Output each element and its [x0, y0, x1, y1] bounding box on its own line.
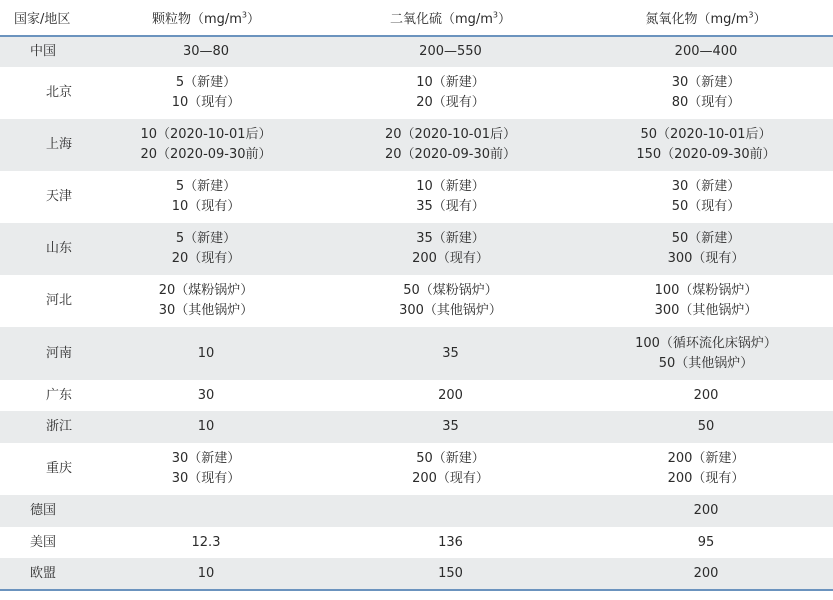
nitrogen-oxides-cell: 50（新建） 300（现有）: [579, 223, 833, 275]
particulate-cell: 20（煤粉锅炉） 30（其他锅炉）: [158, 283, 254, 318]
region-cell: 德国: [0, 495, 90, 527]
sulfur-dioxide-cell: 10（新建） 35（现有）: [416, 179, 485, 214]
table-row: [0, 67, 833, 119]
particulate-cell: 10: [90, 411, 322, 443]
sulfur-dioxide-cell: 200—550: [322, 36, 579, 67]
sulfur-dioxide-cell: 50（煤粉锅炉） 300（其他锅炉）: [399, 283, 502, 318]
sulfur-dioxide-cell: [322, 495, 579, 527]
region-cell: 山东: [0, 223, 90, 275]
table-row: [0, 380, 833, 411]
region-cell: 浙江: [0, 411, 90, 443]
header-region: 国家/地区: [0, 0, 90, 36]
header-sulfur-dioxide: 二氧化硫$(mg/m^3)$: [322, 0, 579, 36]
particulate-cell: [90, 495, 322, 527]
nitrogen-oxides-cell: 50: [579, 411, 833, 443]
nitrogen-oxides-cell: 200—400: [579, 36, 833, 67]
nitrogen-oxides-cell: 200: [693, 387, 719, 403]
particulate-cell: 5（新建） 20（现有）: [90, 223, 322, 275]
region-cell: 河南: [0, 327, 90, 380]
sulfur-dioxide-cell: 20（2020-10-01后） 20（2020-09-30前）: [322, 119, 579, 171]
nitrogen-oxides-cell: 50（2020-10-01后） 150（2020-09-30前）: [579, 119, 833, 171]
table-row: [0, 275, 833, 327]
table-row: [0, 36, 833, 67]
region-cell: 广东: [46, 387, 73, 403]
particulate-cell: 10: [90, 558, 322, 590]
table-row: [0, 171, 833, 223]
table-row: [0, 527, 833, 558]
region-cell: 美国: [30, 534, 57, 550]
region-cell: 河北: [46, 293, 73, 308]
table-row: [0, 411, 833, 443]
region-cell: 欧盟: [0, 558, 90, 590]
particulate-cell: 10: [90, 327, 322, 380]
sulfur-dioxide-cell: 50（新建） 200（现有）: [412, 451, 489, 486]
particulate-cell: 30（新建） 30（现有）: [171, 451, 241, 486]
region-cell: 重庆: [46, 461, 73, 476]
table-row: [0, 119, 833, 171]
table-row: [0, 223, 833, 275]
particulate-cell: 30: [197, 387, 215, 403]
table-row: [0, 495, 833, 527]
particulate-cell: 5（新建） 10（现有）: [171, 75, 241, 110]
sulfur-dioxide-cell: 35: [322, 411, 579, 443]
particulate-cell: 10（2020-10-01后） 20（2020-09-30前）: [90, 119, 322, 171]
region-cell: 中国: [0, 36, 90, 67]
sulfur-dioxide-cell: 200: [438, 387, 463, 403]
region-cell: 北京: [46, 85, 73, 100]
nitrogen-oxides-cell: 200: [579, 495, 833, 527]
nitrogen-oxides-cell: 200（新建） 200（现有）: [667, 451, 745, 486]
table-row: [0, 327, 833, 380]
nitrogen-oxides-cell: 30（新建） 50（现有）: [671, 179, 741, 214]
table-row: [0, 558, 833, 590]
table-header-row: [0, 0, 833, 36]
nitrogen-oxides-cell: 30（新建） 80（现有）: [671, 75, 741, 110]
table-row: [0, 443, 833, 495]
header-particulate-matter: 颗粒物$(mg/m^3)$: [90, 0, 322, 36]
sulfur-dioxide-cell: 150: [322, 558, 579, 590]
particulate-cell: 30—80: [90, 36, 322, 67]
sulfur-dioxide-cell: 136: [438, 534, 463, 550]
particulate-cell: 5（新建） 10（现有）: [171, 179, 241, 214]
region-cell: 上海: [0, 119, 90, 171]
nitrogen-oxides-cell: 95: [697, 534, 715, 550]
nitrogen-oxides-cell: 200: [579, 558, 833, 590]
sulfur-dioxide-cell: 35: [322, 327, 579, 380]
nitrogen-oxides-cell: 100（煤粉锅炉） 300（其他锅炉）: [654, 283, 758, 318]
sulfur-dioxide-cell: 35（新建） 200（现有）: [322, 223, 579, 275]
nitrogen-oxides-cell: 100（循环流化床锅炉） 50（其他锅炉）: [579, 327, 833, 380]
region-cell: 天津: [46, 189, 73, 204]
header-nitrogen-oxides: 氮氧化物$(mg/m^3)$: [579, 0, 833, 36]
sulfur-dioxide-cell: 10（新建） 20（现有）: [416, 75, 485, 110]
particulate-cell: 12.3: [191, 534, 221, 550]
